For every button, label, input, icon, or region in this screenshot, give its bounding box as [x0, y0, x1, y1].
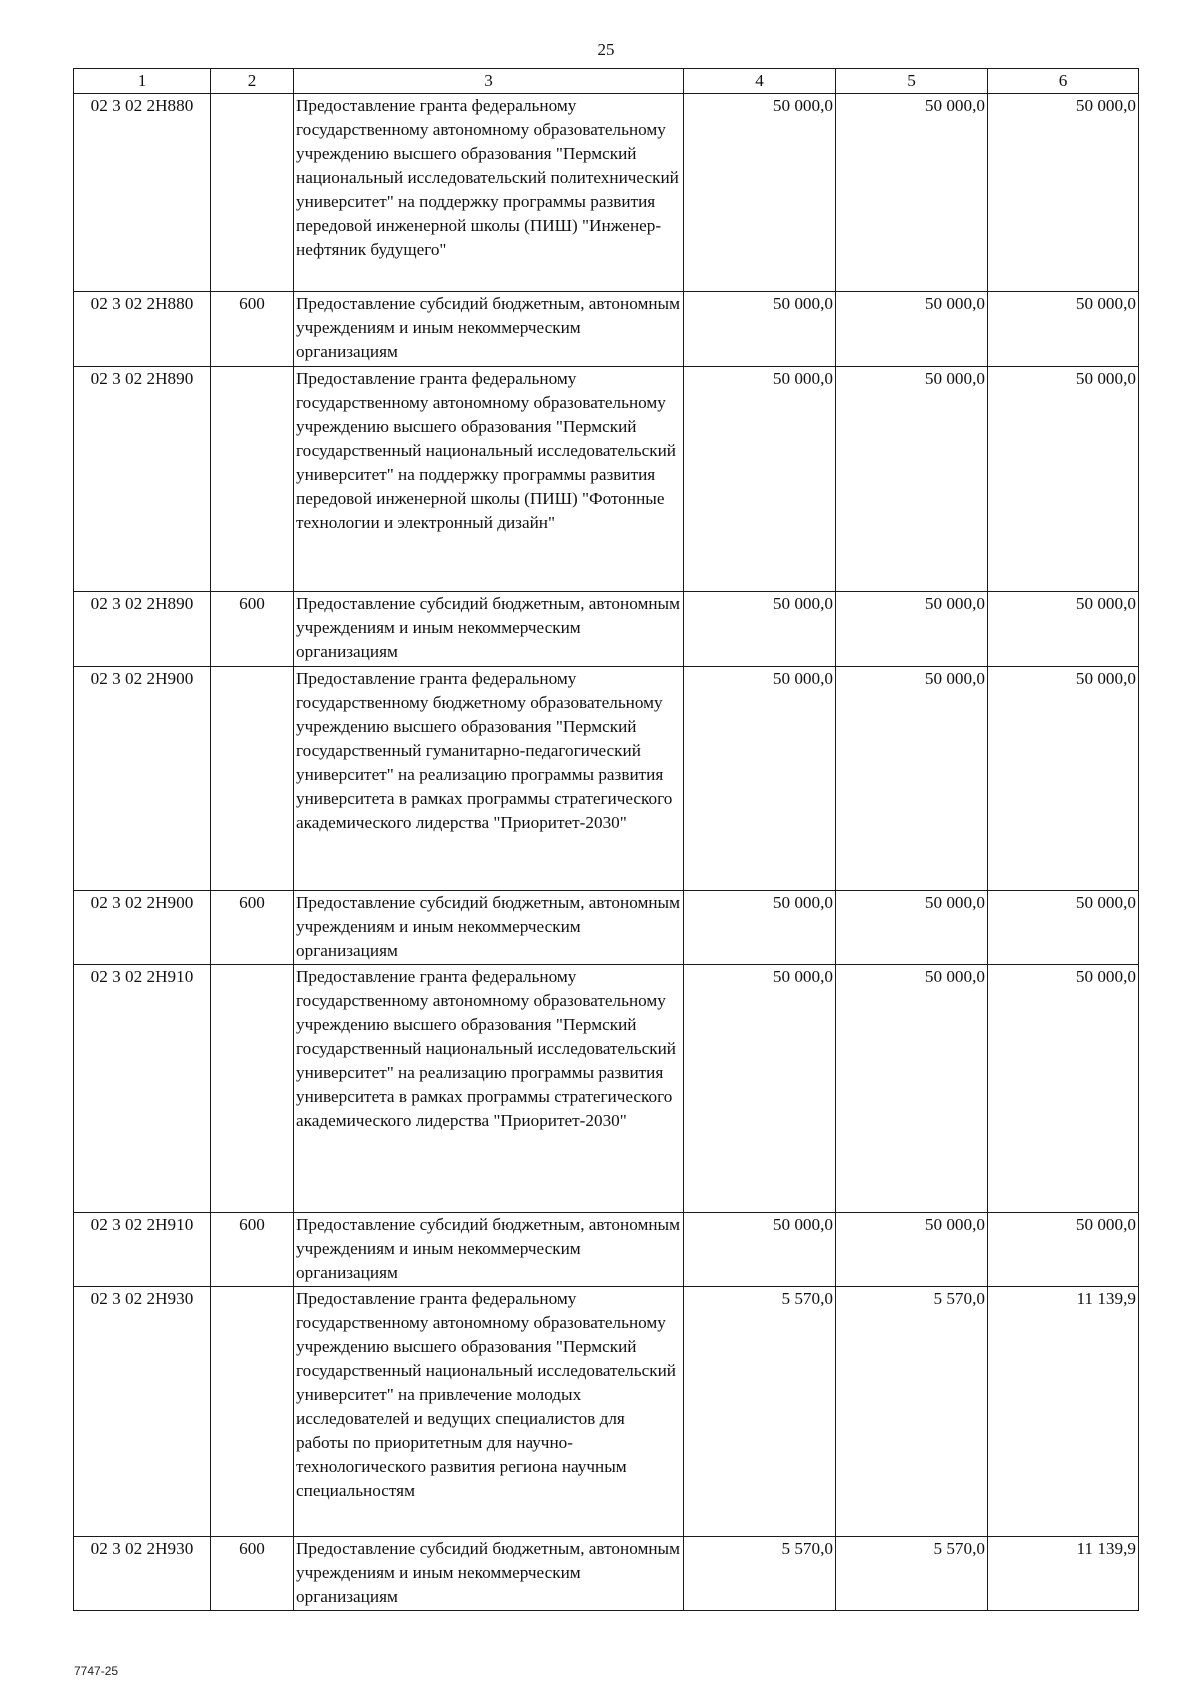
expense-type-code: [211, 667, 294, 891]
amount-col6: 50 000,0: [988, 367, 1139, 592]
expense-type-code: 600: [211, 891, 294, 965]
amount-col5: 50 000,0: [836, 292, 988, 367]
column-header: 3: [294, 69, 684, 94]
table-row: [74, 292, 1139, 367]
amount-col6: 50 000,0: [988, 891, 1139, 965]
target-article-code: 02 3 02 2Н890: [74, 367, 211, 592]
column-header: 2: [211, 69, 294, 94]
amount-col4: 50 000,0: [684, 367, 836, 592]
target-article-code: 02 3 02 2Н930: [74, 1537, 211, 1611]
expense-type-code: 600: [211, 1213, 294, 1287]
expense-type-code: [211, 1287, 294, 1537]
amount-col5: 50 000,0: [836, 1213, 988, 1287]
amount-col5: 50 000,0: [836, 965, 988, 1213]
row-description: Предоставление гранта федеральному государственному автономному образовательному учреждению высшего образования "Пермский государственный национальный исследовательский университет" на поддержку программы развития передовой инженерной школы (ПИШ) "Фотонные технологии и электронный дизайн": [294, 367, 684, 592]
expense-type-code: [211, 965, 294, 1213]
table-row: [74, 667, 1139, 891]
amount-col6: 50 000,0: [988, 292, 1139, 367]
table-row: [74, 592, 1139, 667]
table-row: [74, 1213, 1139, 1287]
target-article-code: 02 3 02 2Н910: [74, 1213, 211, 1287]
page-number: 25: [597, 40, 615, 59]
row-description: Предоставление субсидий бюджетным, автономным учреждениям и иным некоммерческим организациям: [294, 592, 684, 667]
amount-col4: 50 000,0: [684, 292, 836, 367]
amount-col4: 50 000,0: [684, 592, 836, 667]
column-header: 1: [74, 69, 211, 94]
target-article-code: 02 3 02 2Н910: [74, 965, 211, 1213]
row-description: Предоставление гранта федеральному государственному автономному образовательному учреждению высшего образования "Пермский государственный национальный исследовательский университет" на привлечение молодых исследователей и ведущих специалистов для работы по приоритетным для научно-технологического развития региона научным специальностям: [294, 1287, 684, 1537]
expense-type-code: 600: [211, 292, 294, 367]
amount-col4: 5 570,0: [684, 1537, 836, 1611]
amount-col4: 50 000,0: [684, 94, 836, 292]
amount-col5: 50 000,0: [836, 891, 988, 965]
target-article-code: 02 3 02 2Н880: [74, 94, 211, 292]
table-row: [74, 1287, 1139, 1537]
amount-col4: 50 000,0: [684, 667, 836, 891]
column-header: 5: [836, 69, 988, 94]
row-description: Предоставление субсидий бюджетным, автономным учреждениям и иным некоммерческим организациям: [294, 292, 684, 367]
row-description: Предоставление гранта федеральному государственному автономному образовательному учреждению высшего образования "Пермский государственный национальный исследовательский университет" на реализацию программы развития университета в рамках программы стратегического академического лидерства "Приоритет-2030": [294, 965, 684, 1213]
amount-col5: 50 000,0: [836, 592, 988, 667]
target-article-code: 02 3 02 2Н900: [74, 891, 211, 965]
table-row: [74, 367, 1139, 592]
amount-col6: 11 139,9: [988, 1537, 1139, 1611]
row-description: Предоставление гранта федеральному государственному автономному образовательному учреждению высшего образования "Пермский национальный исследовательский политехнический университет" на поддержку программы развития передовой инженерной школы (ПИШ) "Инженер-нефтяник будущего": [294, 94, 684, 292]
amount-col5: 5 570,0: [836, 1287, 988, 1537]
amount-col5: 5 570,0: [836, 1537, 988, 1611]
table-row: [74, 94, 1139, 292]
amount-col4: 50 000,0: [684, 1213, 836, 1287]
amount-col4: 50 000,0: [684, 965, 836, 1213]
amount-col4: 50 000,0: [684, 891, 836, 965]
document-reference: 7747-25: [74, 1664, 119, 1678]
expense-type-code: [211, 367, 294, 592]
target-article-code: 02 3 02 2Н900: [74, 667, 211, 891]
table-row: [74, 965, 1139, 1213]
table-row: [74, 1537, 1139, 1611]
column-header: 4: [684, 69, 836, 94]
row-description: Предоставление субсидий бюджетным, автономным учреждениям и иным некоммерческим организациям: [294, 891, 684, 965]
target-article-code: 02 3 02 2Н930: [74, 1287, 211, 1537]
amount-col4: 5 570,0: [684, 1287, 836, 1537]
table-row: [74, 891, 1139, 965]
column-header: 6: [988, 69, 1139, 94]
amount-col6: 50 000,0: [988, 965, 1139, 1213]
column-number-row: [74, 69, 1139, 94]
row-description: Предоставление субсидий бюджетным, автономным учреждениям и иным некоммерческим организациям: [294, 1537, 684, 1611]
target-article-code: 02 3 02 2Н890: [74, 592, 211, 667]
amount-col6: 50 000,0: [988, 1213, 1139, 1287]
amount-col5: 50 000,0: [836, 367, 988, 592]
amount-col6: 50 000,0: [988, 667, 1139, 891]
row-description: Предоставление субсидий бюджетным, автономным учреждениям и иным некоммерческим организациям: [294, 1213, 684, 1287]
amount-col6: 50 000,0: [988, 94, 1139, 292]
expense-type-code: 600: [211, 592, 294, 667]
expense-type-code: [211, 94, 294, 292]
budget-table: [73, 68, 1139, 1611]
amount-col5: 50 000,0: [836, 667, 988, 891]
amount-col5: 50 000,0: [836, 94, 988, 292]
row-description: Предоставление гранта федеральному государственному бюджетному образовательному учреждению высшего образования "Пермский государственный гуманитарно-педагогический университет" на реализацию программы развития университета в рамках программы стратегического академического лидерства "Приоритет-2030": [294, 667, 684, 891]
amount-col6: 50 000,0: [988, 592, 1139, 667]
expense-type-code: 600: [211, 1537, 294, 1611]
target-article-code: 02 3 02 2Н880: [74, 292, 211, 367]
amount-col6: 11 139,9: [988, 1287, 1139, 1537]
